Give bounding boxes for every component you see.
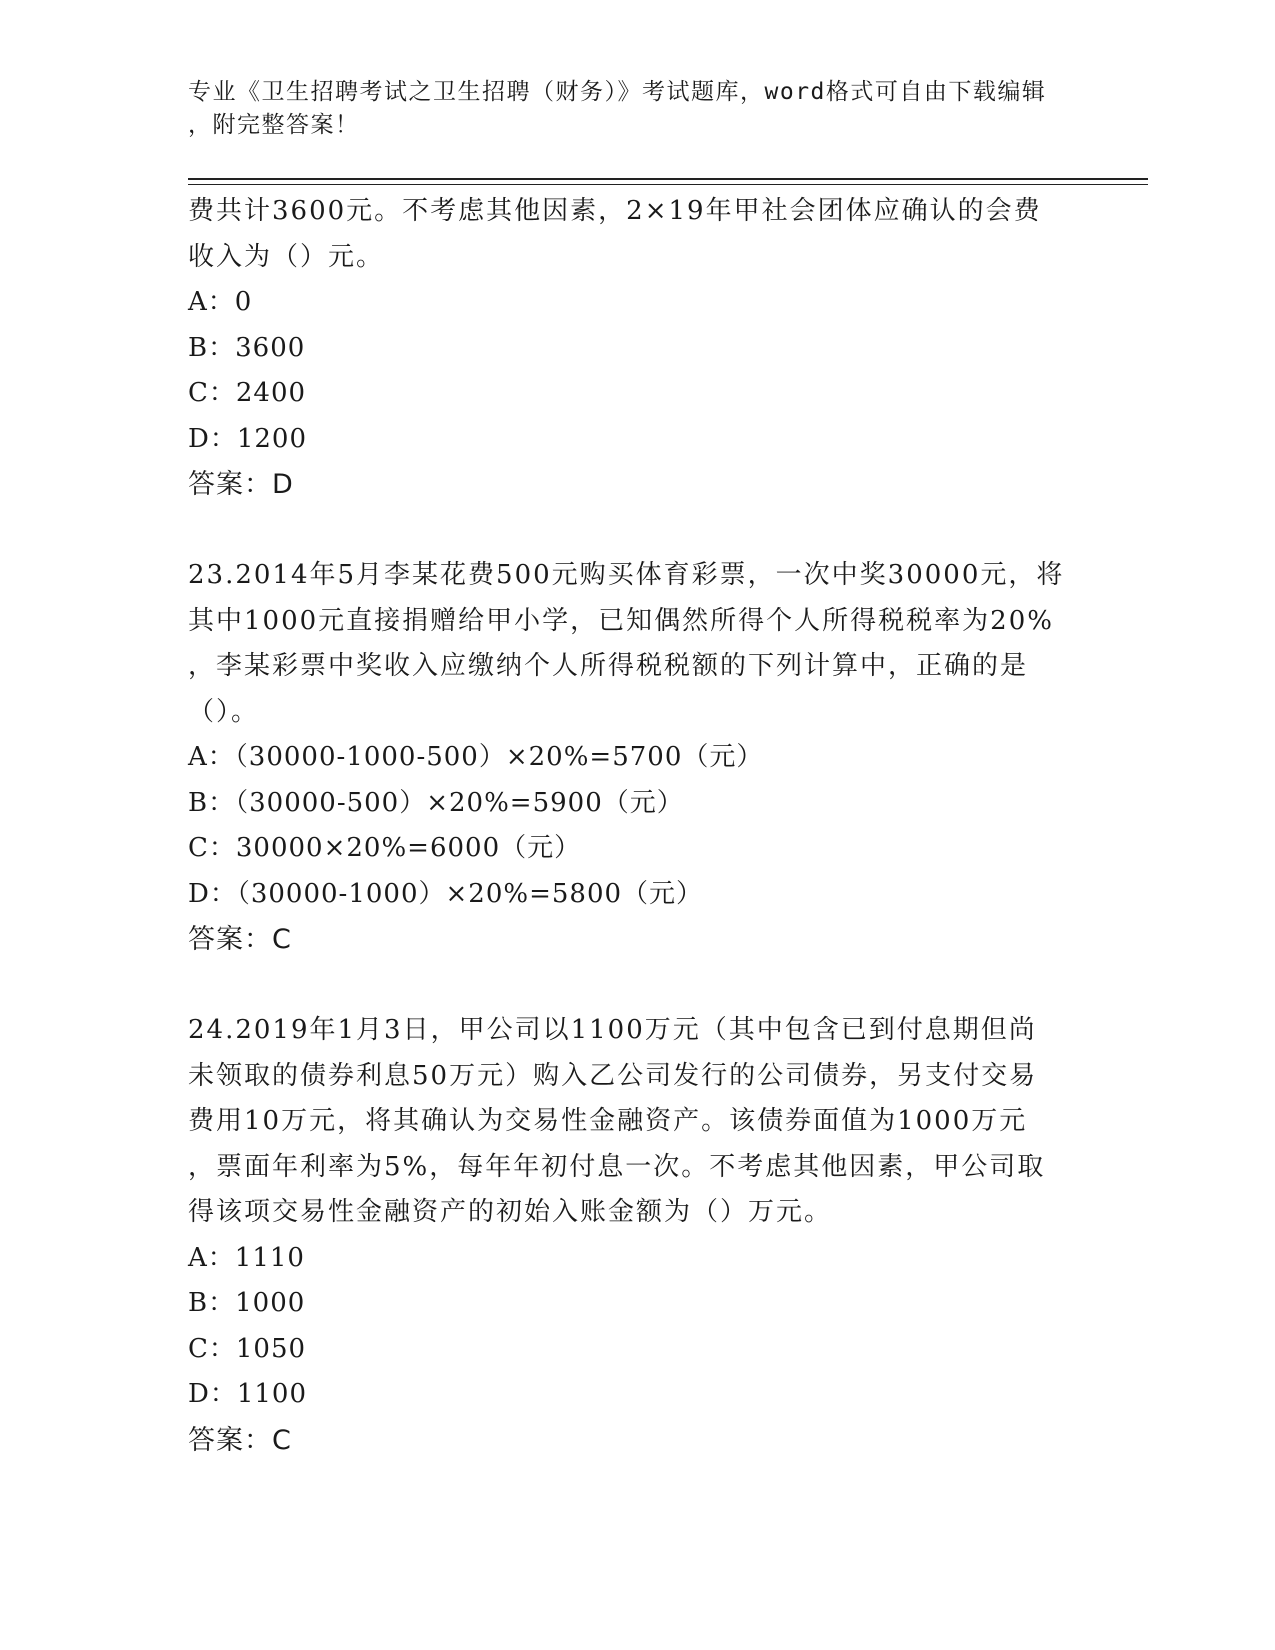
spacer [188, 963, 1088, 1009]
document-header [188, 76, 1088, 142]
question-24-option-c: C：1050 [188, 1333, 307, 1364]
question-24-line-1: 24.2019年1月3日，甲公司以1100万元（其中包含已到付息期但尚 [188, 1015, 1037, 1045]
question-24-option-a: A：1110 [188, 1242, 305, 1273]
question-22-option-a: A：0 [188, 287, 253, 317]
question-24-line-3: 费用10万元，将其确认为交易性金融资产。该债券面值为1000万元 [188, 1106, 1028, 1136]
question-22-answer: 答案：D [188, 469, 294, 500]
question-23-option-a: A：（30000-1000-500）×20%=5700（元） [188, 742, 764, 772]
question-23-line-2: 其中1000元直接捐赠给甲小学，已知偶然所得个人所得税税率为20% [188, 605, 1054, 636]
question-22-option-d: D：1200 [188, 423, 308, 454]
question-22-line-1: 费共计3600元。不考虑其他因素，2×19年甲社会团体应确认的会费 [188, 196, 1042, 226]
question-23-line-3: ，李某彩票中奖收入应缴纳个人所得税税额的下列计算中，正确的是 [188, 651, 1029, 681]
question-24-answer: 答案：C [188, 1424, 292, 1456]
question-24-line-5: 得该项交易性金融资产的初始入账金额为（）万元。 [188, 1197, 833, 1227]
question-24-line-2: 未领取的债券利息50万元）购入乙公司发行的公司债券，另支付交易 [188, 1060, 1038, 1091]
spacer [188, 508, 1088, 554]
question-23-option-d: D：（30000-1000）×20%=5800（元） [188, 878, 704, 909]
question-22-line-2: 收入为（）元。 [188, 241, 385, 272]
question-24-line-4: ，票面年利率为5%，每年年初付息一次。不考虑其他因素，甲公司取 [188, 1151, 1046, 1182]
header-divider-thin [188, 184, 1148, 185]
question-24 [188, 1008, 1088, 1463]
question-22-option-c: C：2400 [188, 378, 307, 408]
document-content [188, 189, 1088, 1463]
question-23-option-b: B：（30000-500）×20%=5900（元） [188, 787, 684, 818]
question-22-option-b: B：3600 [188, 332, 306, 363]
question-23-line-1: 23.2014年5月李某花费500元购买体育彩票，一次中奖30000元，将 [188, 560, 1065, 590]
question-23-option-c: C：30000×20%=6000（元） [188, 833, 582, 863]
question-22 [188, 189, 1088, 508]
question-23-answer: 答案：C [188, 924, 292, 955]
question-23 [188, 553, 1088, 963]
question-24-option-d: D：1100 [188, 1379, 308, 1409]
question-23-line-4: （）。 [188, 696, 260, 727]
header-line-2: ，附完整答案！ [188, 112, 360, 138]
question-24-option-b: B：1000 [188, 1288, 306, 1318]
header-divider-thick [188, 178, 1148, 180]
header-line-1: 专业《卫生招聘考试之卫生招聘（财务）》考试题库，word格式可自由下载编辑 [188, 79, 1047, 105]
